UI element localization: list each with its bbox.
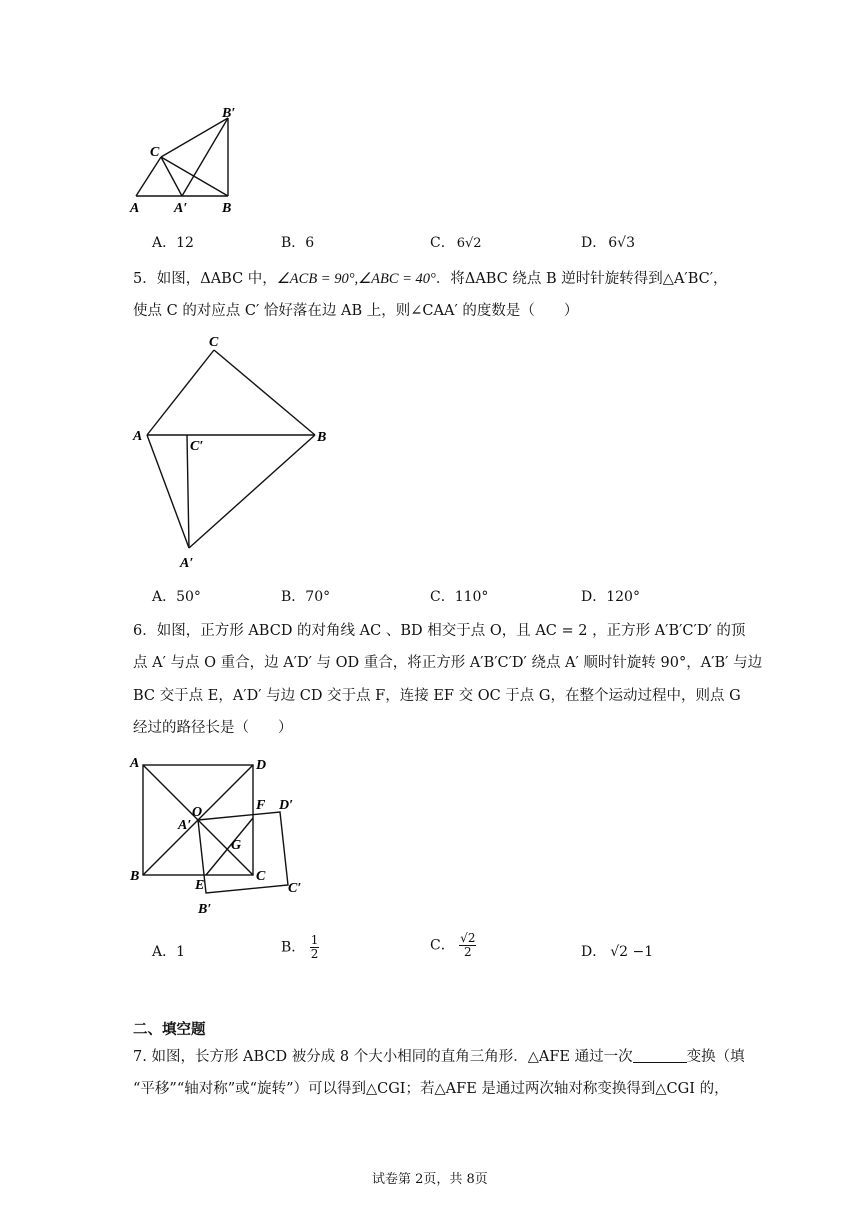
q5-condition: ∠ACB = 90°,∠ABC = 40° xyxy=(276,271,436,287)
figure-q4 xyxy=(125,100,250,220)
q5-line1 xyxy=(133,269,728,289)
label-e: E xyxy=(195,878,205,893)
label-b-prime: B′ xyxy=(222,106,236,121)
q6-line1: 6．如图，正方形 ABCD 的对角线 AC 、BD 相交于点 O，且 AC = 2 ，正方形 A′B′C′D′ 的顶 xyxy=(133,623,746,639)
q5-line1-b: ．将ΔABC 绕点 B 逆时针旋转得到△A′BC′， xyxy=(435,271,728,287)
q5-line1-a: 5．如图，ΔABC 中， xyxy=(133,271,277,287)
q4-option-d[interactable] xyxy=(581,232,635,252)
q5-option-a[interactable]: A．50° xyxy=(152,589,201,605)
label-c: C xyxy=(256,869,266,884)
q5-line2: 使点 C 的对应点 C′ 恰好落在边 AB 上，则∠CAA′ 的度数是（ ） xyxy=(133,303,579,319)
q7-line2: “平移”“轴对称”或“旋转”）可以得到△CGI；若△AFE 是通过两次轴对称变换得到△CGI 的， xyxy=(133,1081,729,1097)
q6-option-b-den: 2 xyxy=(310,947,319,961)
q6-line4: 经过的路径长是（ ） xyxy=(133,720,293,736)
label-c-prime: C′ xyxy=(288,881,302,896)
label-c: C xyxy=(150,145,160,160)
q6-option-c-den: 2 xyxy=(463,945,472,959)
figure-q6 xyxy=(125,752,315,917)
q5-option-d[interactable]: D．120° xyxy=(581,589,640,605)
figure-q5 xyxy=(125,330,340,575)
q6-option-b-num: 1 xyxy=(310,933,319,947)
page-footer: 试卷第 2页，共 8页 xyxy=(372,1172,488,1187)
q4-option-d-math: 6√3 xyxy=(608,235,635,251)
label-b: B xyxy=(317,430,327,445)
label-a: A xyxy=(130,201,140,216)
q6-option-b[interactable] xyxy=(281,934,319,961)
label-c-prime: C′ xyxy=(190,439,204,454)
q4-option-c[interactable] xyxy=(430,232,482,252)
label-d-prime: D′ xyxy=(279,798,294,813)
label-b: B xyxy=(222,201,232,216)
label-c: C xyxy=(209,335,219,350)
q4-option-c-label: C． xyxy=(430,235,455,251)
label-a-prime: A′ xyxy=(174,201,188,216)
q4-option-a[interactable]: A．12 xyxy=(152,235,194,251)
q4-option-c-math: 6√2 xyxy=(456,236,482,251)
q6-option-a[interactable]: A．1 xyxy=(152,944,186,960)
q6-option-c-label: C． xyxy=(430,937,455,954)
q4-option-b[interactable]: B．6 xyxy=(281,235,315,251)
q7-line1-a: 7. 如图，长方形 ABCD 被分成 8 个大小相同的直角三角形．△AFE 通过一次 xyxy=(133,1049,633,1065)
label-f: F xyxy=(256,798,266,813)
q7-line1 xyxy=(133,1047,745,1067)
label-b: B xyxy=(130,869,140,884)
q6-option-c[interactable] xyxy=(430,932,476,959)
label-g: G xyxy=(231,838,242,853)
q4-option-d-label: D． xyxy=(581,235,607,251)
q6-option-b-fraction xyxy=(310,934,320,961)
label-a-prime: A′ xyxy=(180,556,194,571)
q6-line3: BC 交于点 E，A′D′ 与边 CD 交于点 F，连接 EF 交 OC 于点 G，在整个运动过程中，则点 G xyxy=(133,688,741,704)
q6-option-d[interactable] xyxy=(581,941,653,961)
q6-option-b-label: B． xyxy=(281,939,306,956)
q6-line2: 点 A′ 与点 O 重合，边 A′D′ 与 OD 重合，将正方形 A′B′C′D′ 绕点 A′ 顺时针旋转 90°，A′B′ 与边 xyxy=(133,655,763,671)
label-a: A xyxy=(130,756,140,771)
label-b-prime: B′ xyxy=(198,902,212,917)
q6-option-d-math: √2 −1 xyxy=(610,944,654,960)
section-title: 二、填空题 xyxy=(133,1022,206,1038)
label-a-prime: A′ xyxy=(178,818,192,833)
label-d: D xyxy=(256,758,267,773)
q6-option-c-num: √2 xyxy=(460,931,476,945)
q6-option-d-label: D． xyxy=(581,944,607,960)
q6-option-c-fraction xyxy=(459,932,476,959)
label-a: A xyxy=(133,429,143,444)
q7-line1-b: 变换（填 xyxy=(686,1049,745,1065)
q5-option-c[interactable]: C．110° xyxy=(430,589,489,605)
label-o: O xyxy=(192,805,203,820)
q7-answer-blank[interactable] xyxy=(633,1048,687,1063)
q5-option-b[interactable]: B．70° xyxy=(281,589,331,605)
